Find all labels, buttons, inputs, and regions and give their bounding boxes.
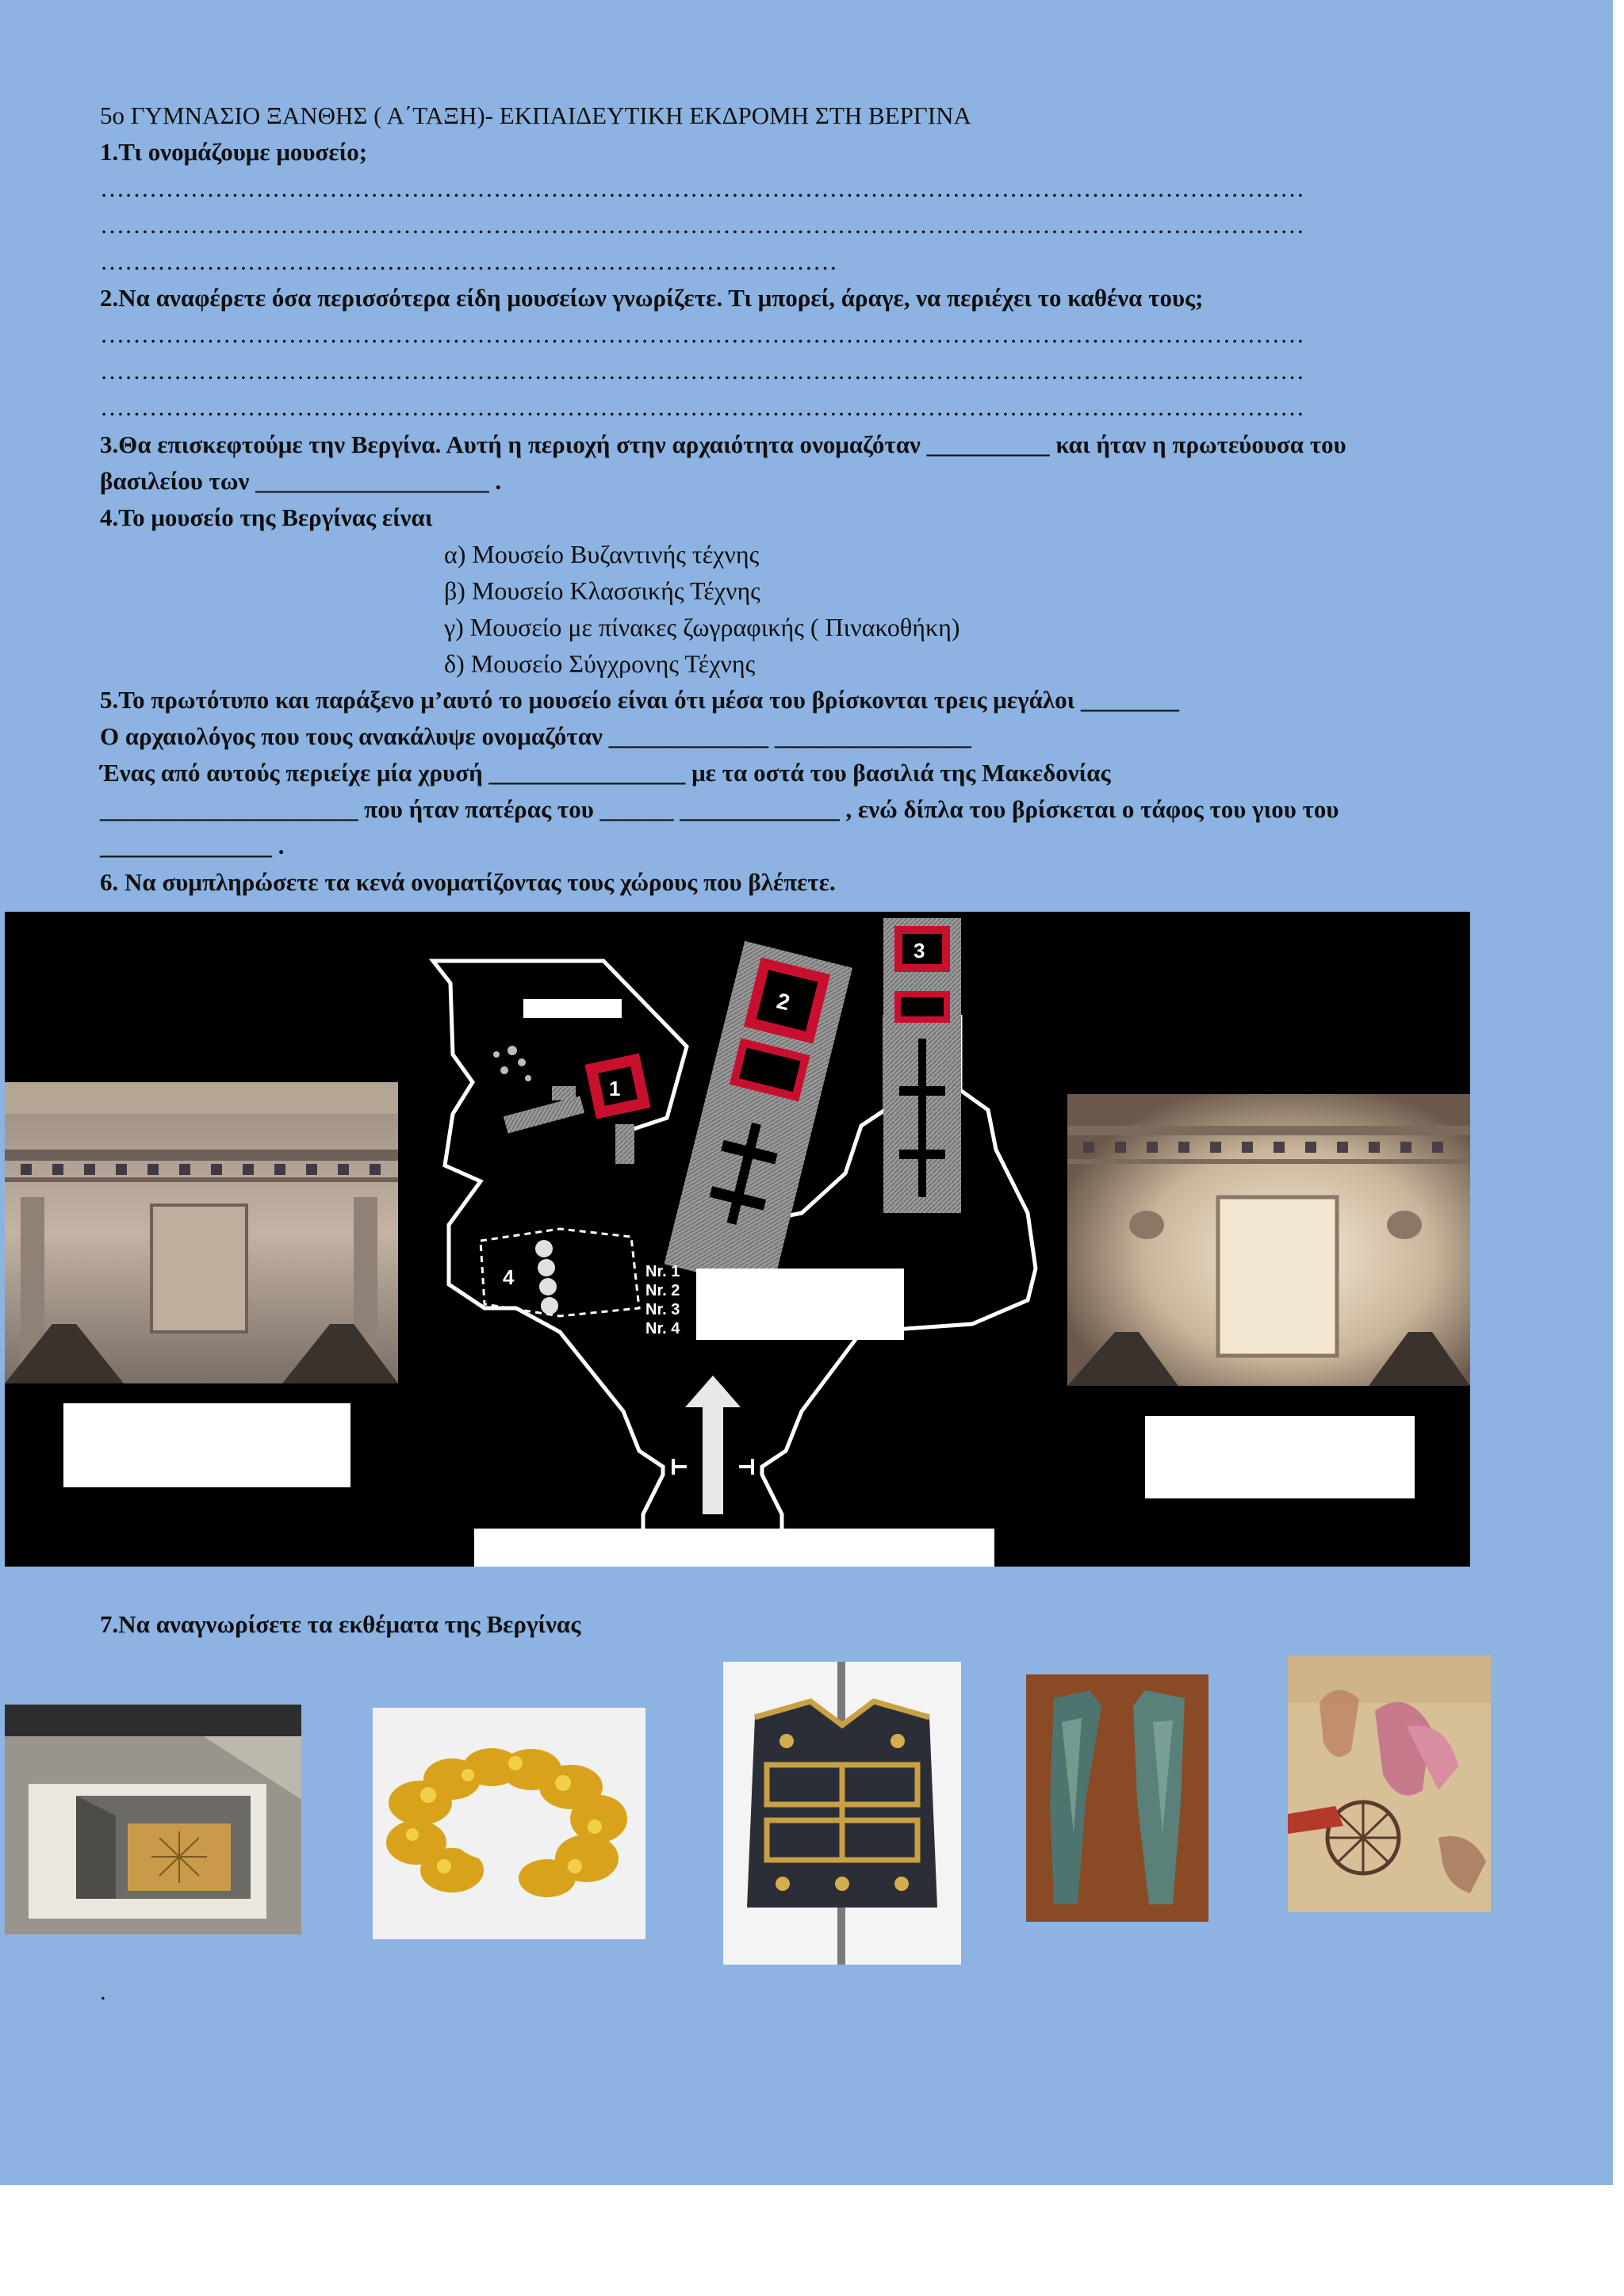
- question-1: 1.Τι ονομάζουμε μουσείο;: [100, 138, 368, 166]
- exhibit-larnax-photo: [5, 1705, 301, 1934]
- exhibit-fresco-photo: [1288, 1655, 1491, 1912]
- right-tomb-facade-photo: [1067, 1094, 1470, 1386]
- page-header: 5ο ΓΥΜΝΑΣΙΟ ΞΑΝΘΗΣ ( Α΄ΤΑΞΗ)- ΕΚΠΑΙΔΕΥΤΙΚΗ ΕΚΔΡΟΜΗ ΣΤΗ ΒΕΡΓΙΝΑ: [100, 101, 971, 129]
- question-2: 2.Να αναφέρετε όσα περισσότερα είδη μουσείων γνωρίζετε. Τι μπορεί, άραγε, να περιέχει το καθένα τους;: [100, 284, 1204, 312]
- tomb-plan-figure: [5, 912, 1470, 1567]
- footer-dot: .: [100, 1977, 106, 2005]
- question-3-line-2: βασιλείου των ___________________ .: [100, 467, 502, 495]
- tomb-2-plan: [665, 941, 852, 1291]
- option-c: γ) Μουσείο με πίνακες ζωγραφικής ( Πινακοθήκη): [444, 613, 960, 641]
- question-4: 4.Το μουσείο της Βεργίνας είναι: [100, 503, 433, 531]
- answer-line: …………………………………………………………………………………………………………………………………: [100, 320, 1304, 348]
- plan-number-1: 1: [609, 1077, 621, 1100]
- answer-line: ………………………………………………………………………………: [100, 247, 837, 275]
- label-blank-left: [63, 1403, 350, 1487]
- question-5-line-3: Ένας από αυτούς περιείχε μία χρυσή ________________ με τα οστά του βασιλιά της Μακεδονίας: [100, 759, 1111, 786]
- option-b: β) Μουσείο Κλασσικής Τέχνης: [444, 576, 760, 605]
- legend-item: Nr. 1: [645, 1263, 680, 1280]
- label-blank-1: [523, 999, 622, 1018]
- answer-line: …………………………………………………………………………………………………………………………………: [100, 211, 1304, 239]
- plan-number-2: 2: [774, 988, 793, 1016]
- label-blank-entrance: [474, 1529, 994, 1567]
- left-tomb-facade-photo: [5, 1082, 398, 1383]
- answer-line: …………………………………………………………………………………………………………………………………: [100, 174, 1304, 202]
- legend-item: Nr. 3: [645, 1301, 680, 1318]
- option-a: α) Μουσείο Βυζαντινής τέχνης: [444, 540, 760, 568]
- question-5-line-2: Ο αρχαιολόγος που τους ανακάλυψε ονομαζόταν _____________ ________________: [100, 722, 971, 750]
- plan-legend: [645, 1263, 680, 1337]
- plan-number-3: 3: [914, 939, 925, 962]
- exhibit-cuirass-photo: [723, 1662, 961, 1965]
- question-5-line-4: _____________________ που ήταν πατέρας του ______ _____________ , ενώ δίπλα του βρίσκεται ο τάφος του γιου του: [100, 795, 1339, 823]
- option-d: δ) Μουσείο Σύγχρονης Τέχνης: [444, 649, 756, 678]
- label-blank-legend: [696, 1269, 904, 1340]
- legend-item: Nr. 4: [645, 1320, 680, 1337]
- answer-line: …………………………………………………………………………………………………………………………………: [100, 393, 1304, 421]
- question-6: 6. Να συμπληρώσετε τα κενά ονοματίζοντας τους χώρους που βλέπετε.: [100, 868, 836, 896]
- question-7: 7.Να αναγνωρίσετε τα εκθέματα της Βεργίνας: [100, 1610, 581, 1638]
- question-3-line-1: 3.Θα επισκεφτούμε την Βεργίνα. Αυτή η περιοχή στην αρχαιότητα ονομαζόταν __________ και ήταν η πρωτεύουσα του: [100, 430, 1346, 458]
- tomb-1-plan: [493, 1046, 651, 1164]
- tomb-3-plan: [883, 918, 961, 1213]
- exhibit-gold-wreath-photo: [373, 1708, 645, 1939]
- plan-number-4: 4: [503, 1265, 515, 1289]
- question-5-line-5: ______________ .: [100, 832, 285, 859]
- answer-line: …………………………………………………………………………………………………………………………………: [100, 357, 1304, 385]
- exhibit-greaves-photo: [1026, 1674, 1208, 1922]
- legend-item: Nr. 2: [645, 1282, 680, 1299]
- tomb-4-plan: [481, 1229, 639, 1316]
- question-5-line-1: 5.Το πρωτότυπο και παράξενο μ’αυτό το μουσείο είναι ότι μέσα του βρίσκονται τρεις μεγάλοι ________: [100, 686, 1179, 714]
- label-blank-right: [1145, 1416, 1415, 1498]
- entrance-arrow-icon: [673, 1376, 753, 1514]
